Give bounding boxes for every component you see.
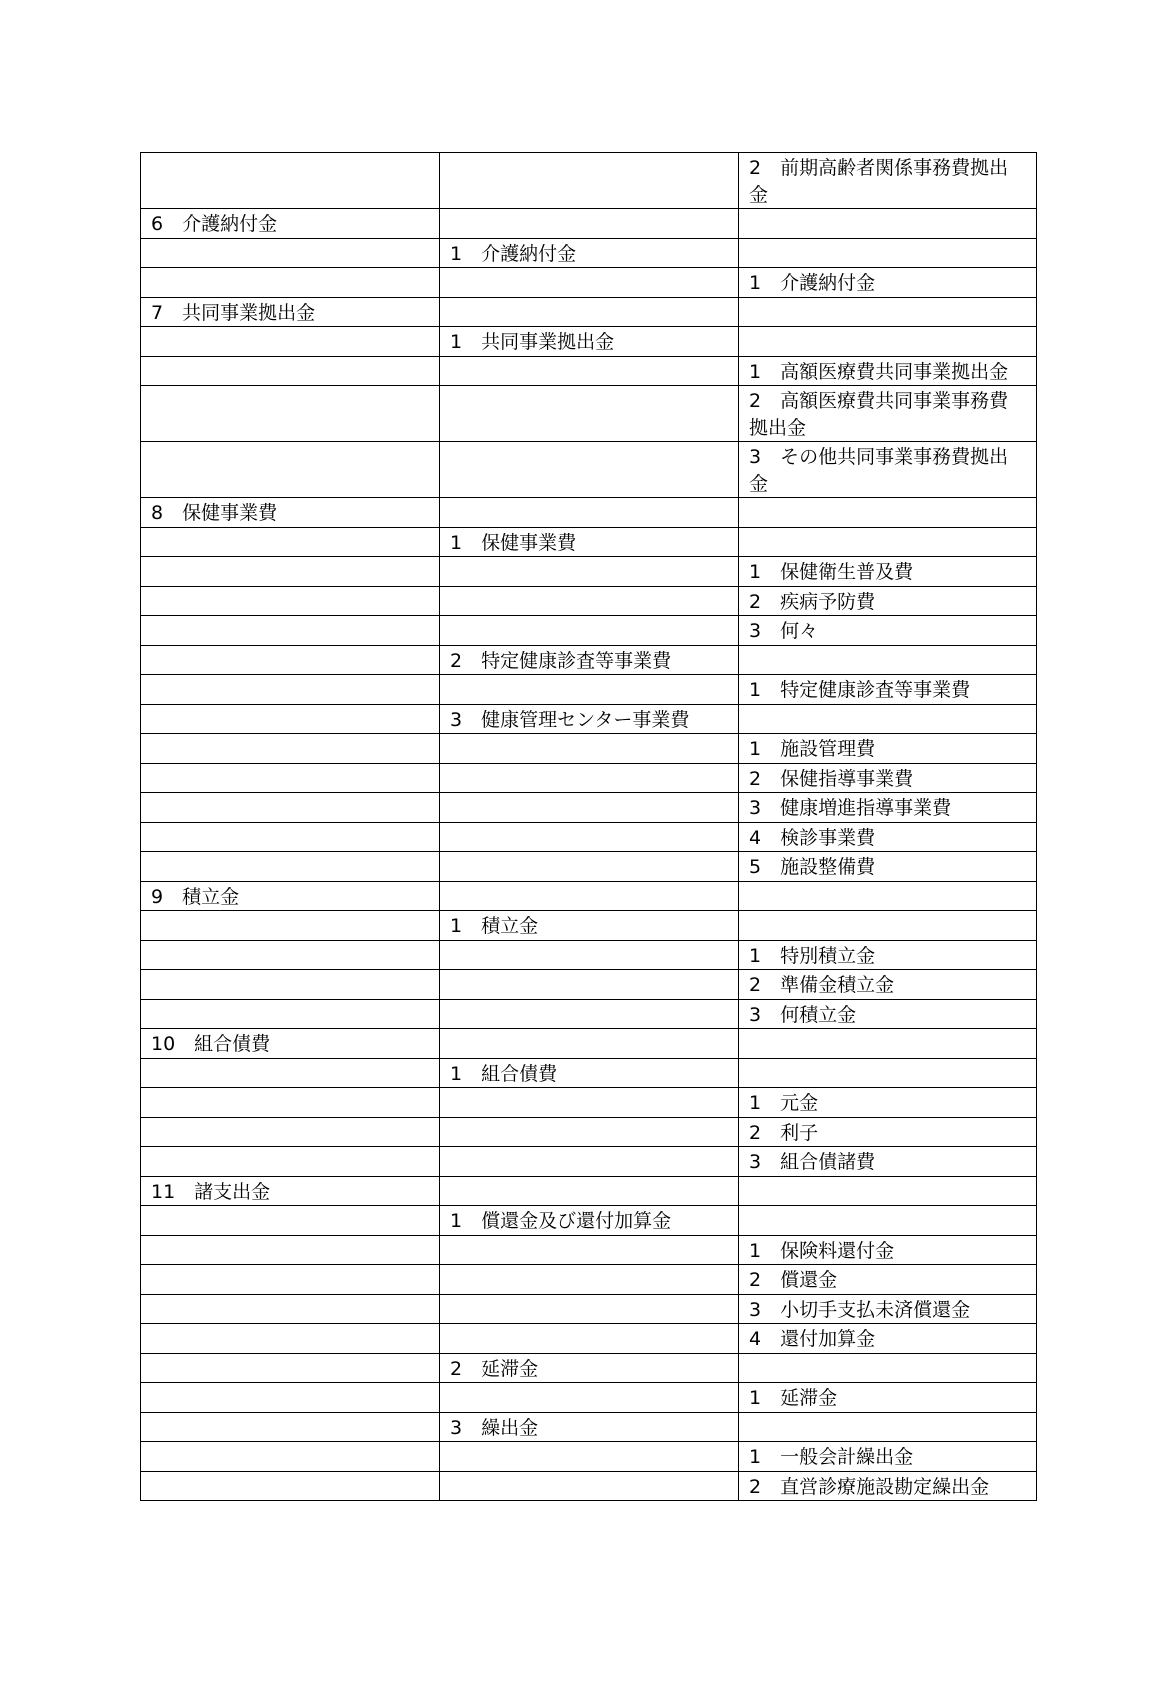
table-row: [141, 852, 1037, 882]
section-cell: [141, 557, 440, 587]
item-cell: [440, 734, 739, 764]
subitem-cell: 1 高額医療費共同事業拠出金: [739, 356, 1037, 386]
subitem-cell: 3 何々: [739, 616, 1037, 646]
table-row: [141, 940, 1037, 970]
item-cell: 1 組合債費: [440, 1058, 739, 1088]
section-cell: [141, 1412, 440, 1442]
item-cell: [440, 675, 739, 705]
section-cell: 8 保健事業費: [141, 498, 440, 528]
table-row: [141, 327, 1037, 357]
item-cell: [440, 297, 739, 327]
subitem-cell: 1 特定健康診査等事業費: [739, 675, 1037, 705]
table-row: [141, 1294, 1037, 1324]
table-row: [141, 822, 1037, 852]
table-row: [141, 999, 1037, 1029]
section-cell: 9 積立金: [141, 881, 440, 911]
item-cell: 2 延滞金: [440, 1353, 739, 1383]
subitem-cell: [739, 327, 1037, 357]
subitem-cell: 2 準備金積立金: [739, 970, 1037, 1000]
subitem-cell: 3 組合債諸費: [739, 1147, 1037, 1177]
item-cell: [440, 498, 739, 528]
item-cell: [440, 1117, 739, 1147]
table-row: [141, 1147, 1037, 1177]
item-cell: [440, 940, 739, 970]
section-cell: [141, 645, 440, 675]
subitem-cell: 1 施設管理費: [739, 734, 1037, 764]
subitem-cell: 1 保険料還付金: [739, 1235, 1037, 1265]
item-cell: [440, 586, 739, 616]
item-cell: [440, 1029, 739, 1059]
section-cell: [141, 356, 440, 386]
subitem-cell: [739, 527, 1037, 557]
subitem-cell: 4 検診事業費: [739, 822, 1037, 852]
section-cell: 6 介護納付金: [141, 209, 440, 239]
table-row: [141, 704, 1037, 734]
subitem-cell: [739, 498, 1037, 528]
item-cell: [440, 153, 739, 209]
subitem-cell: [739, 1058, 1037, 1088]
subitem-cell: 5 施設整備費: [739, 852, 1037, 882]
item-cell: [440, 822, 739, 852]
section-cell: [141, 1442, 440, 1472]
subitem-cell: 2 利子: [739, 1117, 1037, 1147]
item-cell: 1 介護納付金: [440, 238, 739, 268]
section-cell: [141, 763, 440, 793]
subitem-cell: 1 特別積立金: [739, 940, 1037, 970]
subitem-cell: [739, 238, 1037, 268]
item-cell: [440, 1265, 739, 1295]
item-cell: [440, 1294, 739, 1324]
table-row: [141, 1029, 1037, 1059]
table-row: [141, 1176, 1037, 1206]
budget-classification-table: [140, 152, 1037, 1501]
section-cell: [141, 852, 440, 882]
table-row: [141, 268, 1037, 298]
table-body: [141, 153, 1037, 1501]
subitem-cell: 4 還付加算金: [739, 1324, 1037, 1354]
table-row: [141, 881, 1037, 911]
item-cell: 1 共同事業拠出金: [440, 327, 739, 357]
subitem-cell: [739, 297, 1037, 327]
subitem-cell: [739, 645, 1037, 675]
section-cell: [141, 1353, 440, 1383]
table-row: [141, 442, 1037, 498]
subitem-cell: [739, 1176, 1037, 1206]
document-page: [140, 152, 1033, 1501]
subitem-cell: [739, 209, 1037, 239]
section-cell: [141, 822, 440, 852]
item-cell: [440, 1471, 739, 1501]
table-row: [141, 763, 1037, 793]
item-cell: [440, 1088, 739, 1118]
table-row: [141, 498, 1037, 528]
table-row: [141, 1206, 1037, 1236]
subitem-cell: 3 小切手支払未済償還金: [739, 1294, 1037, 1324]
section-cell: [141, 1206, 440, 1236]
table-row: [141, 1117, 1037, 1147]
subitem-cell: 2 償還金: [739, 1265, 1037, 1295]
table-row: [141, 238, 1037, 268]
section-cell: [141, 911, 440, 941]
subitem-cell: 2 保健指導事業費: [739, 763, 1037, 793]
subitem-cell: 3 健康増進指導事業費: [739, 793, 1037, 823]
subitem-cell: 1 元金: [739, 1088, 1037, 1118]
table-row: [141, 297, 1037, 327]
section-cell: [141, 1294, 440, 1324]
table-row: [141, 645, 1037, 675]
section-cell: [141, 268, 440, 298]
table-row: [141, 1265, 1037, 1295]
section-cell: [141, 238, 440, 268]
section-cell: 11 諸支出金: [141, 1176, 440, 1206]
section-cell: [141, 1058, 440, 1088]
table-row: [141, 1471, 1037, 1501]
subitem-cell: [739, 881, 1037, 911]
subitem-cell: 1 保健衛生普及費: [739, 557, 1037, 587]
table-row: [141, 586, 1037, 616]
item-cell: [440, 557, 739, 587]
section-cell: [141, 734, 440, 764]
subitem-cell: [739, 704, 1037, 734]
subitem-cell: 2 高額医療費共同事業事務費拠出金: [739, 386, 1037, 442]
section-cell: [141, 1324, 440, 1354]
table-row: [141, 386, 1037, 442]
section-cell: [141, 527, 440, 557]
section-cell: 7 共同事業拠出金: [141, 297, 440, 327]
item-cell: 1 保健事業費: [440, 527, 739, 557]
subitem-cell: 2 直営診療施設勘定繰出金: [739, 1471, 1037, 1501]
table-row: [141, 1088, 1037, 1118]
item-cell: [440, 1147, 739, 1177]
section-cell: [141, 704, 440, 734]
item-cell: [440, 356, 739, 386]
item-cell: [440, 763, 739, 793]
section-cell: 10 組合債費: [141, 1029, 440, 1059]
item-cell: [440, 268, 739, 298]
section-cell: [141, 675, 440, 705]
table-row: [141, 153, 1037, 209]
subitem-cell: [739, 1206, 1037, 1236]
item-cell: 3 健康管理センター事業費: [440, 704, 739, 734]
section-cell: [141, 1117, 440, 1147]
item-cell: [440, 209, 739, 239]
section-cell: [141, 793, 440, 823]
item-cell: 3 繰出金: [440, 1412, 739, 1442]
subitem-cell: 3 その他共同事業事務費拠出金: [739, 442, 1037, 498]
item-cell: 2 特定健康診査等事業費: [440, 645, 739, 675]
item-cell: [440, 616, 739, 646]
table-row: [141, 1442, 1037, 1472]
table-row: [141, 734, 1037, 764]
section-cell: [141, 1265, 440, 1295]
table-row: [141, 1235, 1037, 1265]
item-cell: [440, 970, 739, 1000]
table-row: [141, 911, 1037, 941]
table-row: [141, 1058, 1037, 1088]
item-cell: [440, 999, 739, 1029]
section-cell: [141, 442, 440, 498]
subitem-cell: [739, 911, 1037, 941]
section-cell: [141, 1088, 440, 1118]
item-cell: [440, 881, 739, 911]
item-cell: [440, 852, 739, 882]
subitem-cell: 1 延滞金: [739, 1383, 1037, 1413]
table-row: [141, 970, 1037, 1000]
section-cell: [141, 1383, 440, 1413]
subitem-cell: [739, 1029, 1037, 1059]
item-cell: [440, 793, 739, 823]
subitem-cell: 1 介護納付金: [739, 268, 1037, 298]
section-cell: [141, 327, 440, 357]
section-cell: [141, 386, 440, 442]
table-row: [141, 557, 1037, 587]
table-row: [141, 356, 1037, 386]
subitem-cell: 1 一般会計繰出金: [739, 1442, 1037, 1472]
subitem-cell: 2 疾病予防費: [739, 586, 1037, 616]
item-cell: 1 償還金及び還付加算金: [440, 1206, 739, 1236]
item-cell: [440, 1235, 739, 1265]
table-row: [141, 1383, 1037, 1413]
subitem-cell: 3 何積立金: [739, 999, 1037, 1029]
section-cell: [141, 940, 440, 970]
section-cell: [141, 1471, 440, 1501]
item-cell: [440, 1383, 739, 1413]
section-cell: [141, 616, 440, 646]
table-row: [141, 1353, 1037, 1383]
item-cell: [440, 1324, 739, 1354]
item-cell: 1 積立金: [440, 911, 739, 941]
table-row: [141, 209, 1037, 239]
section-cell: [141, 153, 440, 209]
subitem-cell: [739, 1353, 1037, 1383]
section-cell: [141, 1147, 440, 1177]
item-cell: [440, 442, 739, 498]
section-cell: [141, 586, 440, 616]
table-row: [141, 1412, 1037, 1442]
table-row: [141, 793, 1037, 823]
section-cell: [141, 970, 440, 1000]
section-cell: [141, 999, 440, 1029]
table-row: [141, 527, 1037, 557]
section-cell: [141, 1235, 440, 1265]
item-cell: [440, 1176, 739, 1206]
item-cell: [440, 386, 739, 442]
table-row: [141, 1324, 1037, 1354]
subitem-cell: [739, 1412, 1037, 1442]
table-row: [141, 675, 1037, 705]
table-row: [141, 616, 1037, 646]
subitem-cell: 2 前期高齢者関係事務費拠出金: [739, 153, 1037, 209]
item-cell: [440, 1442, 739, 1472]
